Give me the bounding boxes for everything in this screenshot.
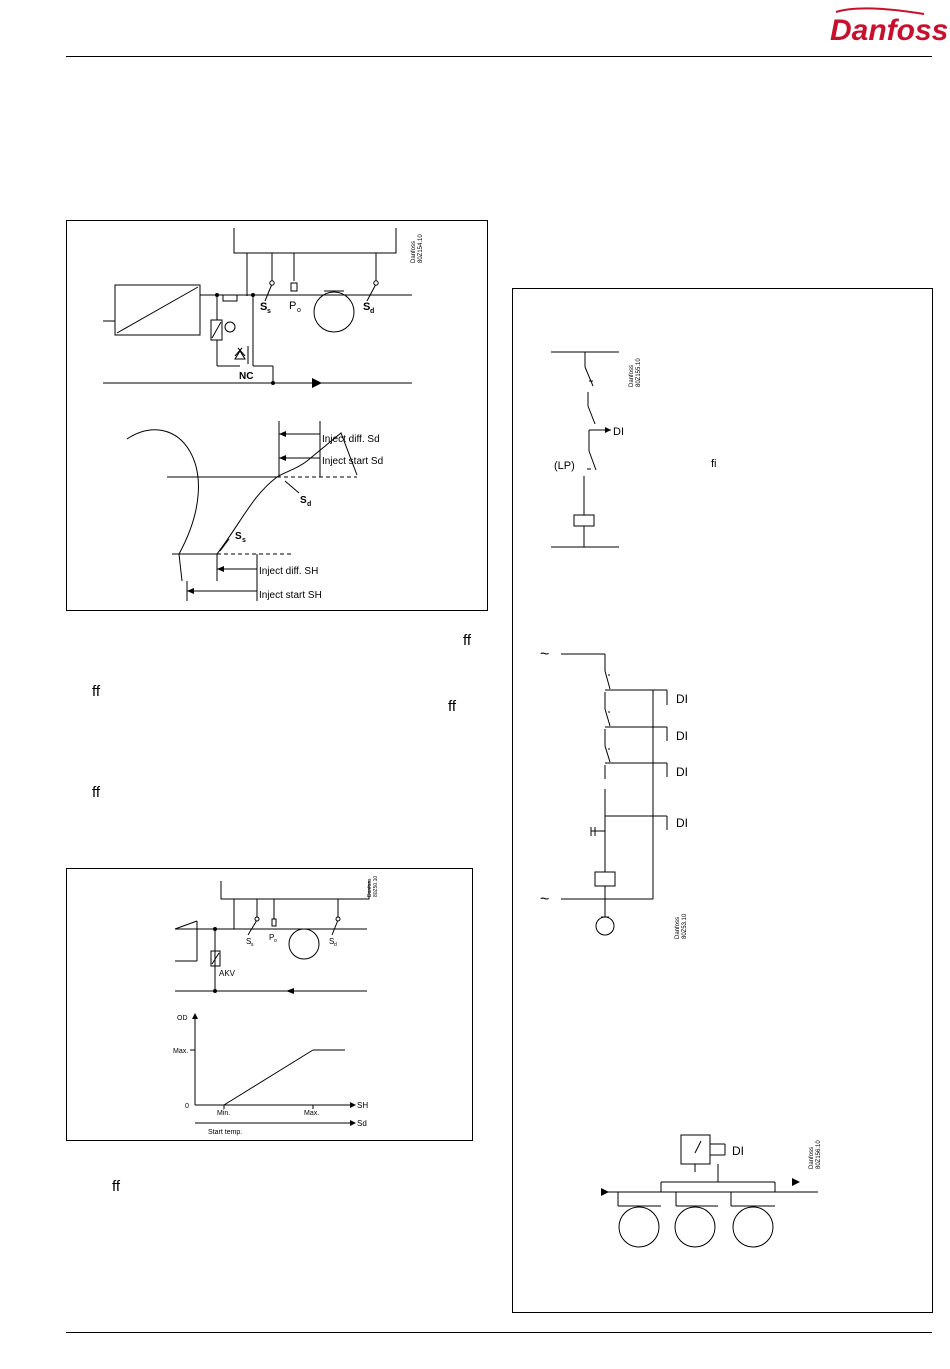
label-po-sub: o <box>297 307 301 314</box>
label-ss: S <box>246 937 252 946</box>
label-po: P <box>289 300 297 312</box>
label-di-group: DI <box>732 1144 744 1158</box>
label-di-3: DI <box>676 765 688 779</box>
label-max-x: Max. <box>304 1110 320 1117</box>
label-inject-diff-sd: Inject diff. Sd <box>322 434 380 445</box>
label-sd-sub: d <box>370 308 375 315</box>
label-min-x: Min. <box>217 1110 231 1117</box>
label-sd: S <box>363 301 371 313</box>
label-di-lp: DI <box>613 426 624 438</box>
drawing-code: Danfoss80Z155.10 <box>629 358 642 387</box>
label-sd-axis: Sd <box>357 1119 367 1128</box>
label-akv: AKV <box>219 969 236 978</box>
label-lp: (LP) <box>554 460 575 472</box>
header-rule <box>66 56 932 57</box>
label-di-1: DI <box>676 692 688 706</box>
ligature-ff: ff <box>92 784 101 801</box>
ligature-ff: ff <box>463 632 472 649</box>
label-sd-arrow-sub: d <box>307 501 312 508</box>
label-od: OD <box>177 1015 188 1022</box>
label-ss-sub: s <box>251 942 254 948</box>
label-nc: NC <box>239 371 254 382</box>
label-inject-start-sh: Inject start SH <box>259 590 322 601</box>
drawing-code: Danfoss80Z154.10 <box>411 234 424 263</box>
logo-wordmark: Danfoss <box>830 14 949 47</box>
label-sd: S <box>329 937 335 946</box>
label-max-y: Max. <box>173 1048 189 1055</box>
label-sh-axis: SH <box>357 1101 369 1110</box>
danfoss-logo <box>826 4 949 48</box>
ligature-ff: ff <box>92 683 101 700</box>
label-inject-start-sd: Inject start Sd <box>322 456 384 467</box>
ligature-fi: fi <box>711 458 717 470</box>
ligature-ff: ff <box>112 1178 121 1195</box>
label-ss-arrow-sub: s <box>242 537 246 544</box>
label-po: P <box>269 933 275 942</box>
right-panel-diagrams <box>513 289 934 1314</box>
ligature-ff: ff <box>448 698 457 715</box>
od-schematic <box>67 869 474 1142</box>
label-ss-sub: s <box>267 308 271 315</box>
drawing-code: Danfoss80Z53.10 <box>675 913 688 939</box>
label-inject-diff-sh: Inject diff. SH <box>259 566 319 577</box>
label-ss-arrow: S <box>235 531 242 542</box>
label-di-2: DI <box>676 729 688 743</box>
figure-od-graph <box>66 868 473 1141</box>
lp-circuit <box>551 352 619 547</box>
label-ss: S <box>260 301 268 313</box>
label-tilde-bottom: ~ <box>540 891 550 908</box>
injection-schematic <box>67 221 489 612</box>
figure-right-panel <box>512 288 933 1313</box>
figure-injection-diagram <box>66 220 488 611</box>
drawing-code: Danfoss80Z50.10 <box>367 875 379 897</box>
label-start-temp: Start temp. <box>208 1129 243 1136</box>
footer-rule <box>66 1332 932 1333</box>
label-zero: 0 <box>185 1103 189 1110</box>
label-sd-sub: d <box>334 942 337 948</box>
label-tilde-top: ~ <box>540 646 550 663</box>
label-di-4: DI <box>676 816 688 830</box>
di-chain-circuit <box>561 654 667 935</box>
drawing-code: Danfoss80Z156.10 <box>809 1140 822 1169</box>
label-po-sub: o <box>274 938 277 944</box>
label-sd-arrow: S <box>300 495 307 506</box>
compressor-group-circuit <box>601 1135 818 1247</box>
